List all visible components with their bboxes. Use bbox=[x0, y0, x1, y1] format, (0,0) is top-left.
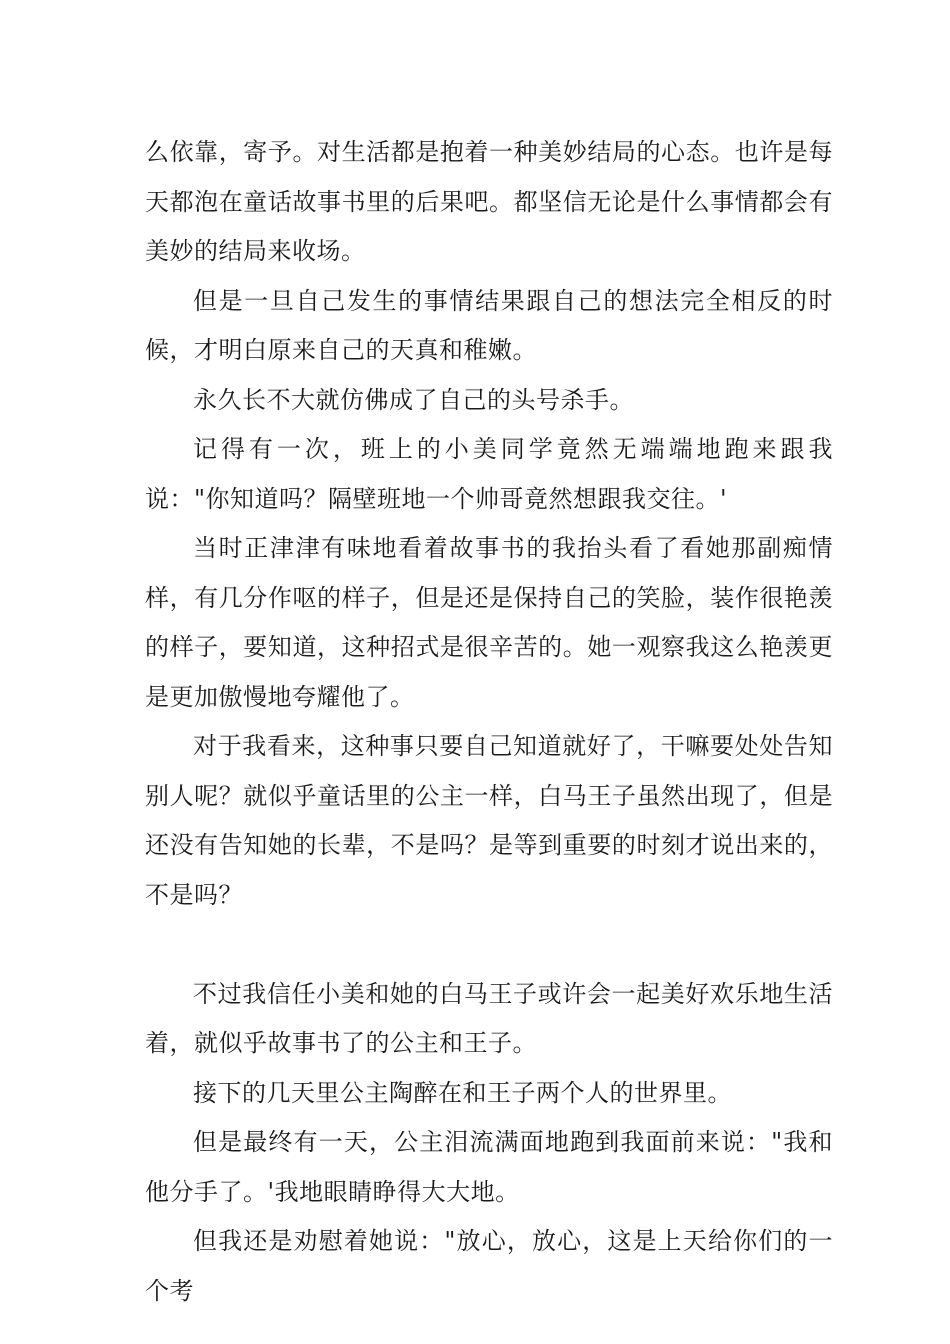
paragraph: 接下的几天里公主陶醉在和王子两个人的世界里。 bbox=[193, 1078, 732, 1107]
paragraph: 么依靠，寄予。对生活都是抱着一种美妙结局的心态。也许是每天都泡在童话故事书里的后果吧。都坚信无论是什么事情都会有美妙的结局来收场。 bbox=[145, 138, 833, 265]
paragraph: 但是一旦自己发生的事情结果跟自己的想法完全相反的时候，才明白原来自己的天真和稚嫩。 bbox=[145, 286, 833, 364]
paragraph: 但我还是劝慰着她说："放心，放心，这是上天给你们的一个考 bbox=[145, 1227, 833, 1305]
blank-line bbox=[145, 920, 833, 970]
body-text bbox=[145, 128, 833, 1316]
paragraph: 记得有一次，班上的小美同学竟然无端端地跑来跟我说："你知道吗？隔壁班地一个帅哥竟然想跟我交往。' bbox=[145, 435, 833, 513]
paragraph: 永久长不大就仿佛成了自己的头号杀手。 bbox=[193, 385, 634, 414]
paragraph: 当时正津津有味地看着故事书的我抬头看了看她那副痴情样，有几分作呕的样子，但是还是保持自己的笑脸，装作很艳羡的样子，要知道，这种招式是很辛苦的。她一观察我这么艳羡更是更加傲慢地夸耀他了。 bbox=[145, 534, 833, 711]
paragraph: 不过我信任小美和她的白马王子或许会一起美好欢乐地生活着，就似乎故事书了的公主和王子。 bbox=[145, 979, 833, 1057]
paragraph: 但是最终有一天，公主泪流满面地跑到我面前来说："我和他分手了。'我地眼睛睁得大大地。 bbox=[145, 1128, 833, 1206]
paragraph: 对于我看来，这种事只要自己知道就好了，干嘛要处处告知别人呢？就似乎童话里的公主一样，白马王子虽然出现了，但是还没有告知她的长辈，不是吗？是等到重要的时刻才说出来的，不是吗？ bbox=[145, 732, 833, 909]
